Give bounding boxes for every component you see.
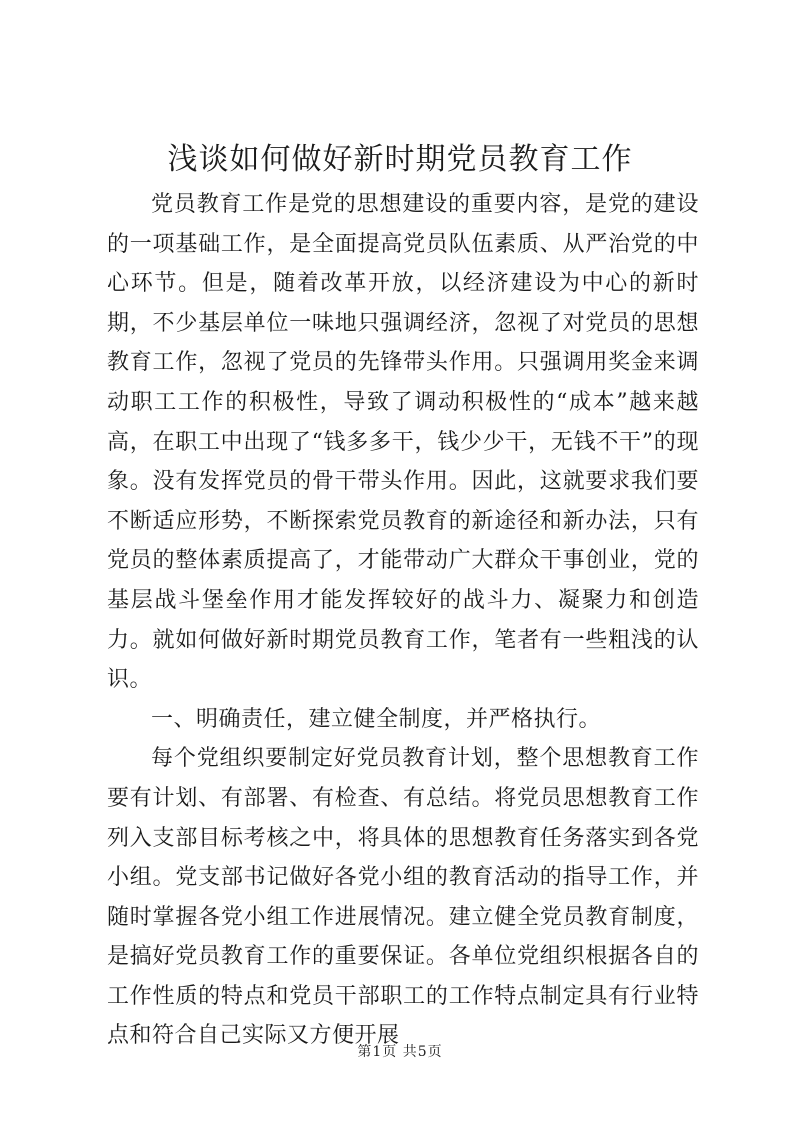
page-footer: 第1页 共5页 [357, 1044, 443, 1060]
paragraph-intro: 党员教育工作是党的思想建设的重要内容，是党的建设的一项基础工作，是全面提高党员队伍素质、从严治党的中心环节。但是，随着改革开放，以经济建设为中心的新时期，不少基层单位一味地只强调经济，忽视了对党员的思想教育工作，忽视了党员的先锋带头作用。只强调用奖金来调动职工工作的积极性，导致了调动积极性的“成本”越来越高，在职工中出现了“钱多多干，钱少少干，无钱不干”的现象。没有发挥党员的骨干带头作用。因此，这就要求我们要不断适应形势，不断探索党员教育的新途径和新办法，只有党员的整体素质提高了，才能带动广大群众干事创业，党的基层战斗堡垒作用才能发挥较好的战斗力、凝聚力和创造力。就如何做好新时期党员教育工作，笔者有一些粗浅的认识。 [107, 192, 699, 693]
document-title: 浅谈如何做好新时期党员教育工作 [167, 142, 633, 177]
paragraph-section-body: 每个党组织要制定好党员教育计划，整个思想教育工作要有计划、有部署、有检查、有总结。将党员思想教育工作列入支部目标考核之中，将具体的思想教育任务落实到各党小组。党支部书记做好各党小组的教育活动的指导工作，并随时掌握各党小组工作进展情况。建立健全党员教育制度，是搞好党员教育工作的重要保证。各单位党组织根据各自的工作性质的特点和党员干部职工的工作特点制定具有行业特点和符合自己实际又方便开展 [107, 746, 699, 1049]
paragraph-section-heading: 一、明确责任，建立健全制度，并严格执行。 [151, 706, 602, 732]
document-body [107, 185, 699, 1056]
